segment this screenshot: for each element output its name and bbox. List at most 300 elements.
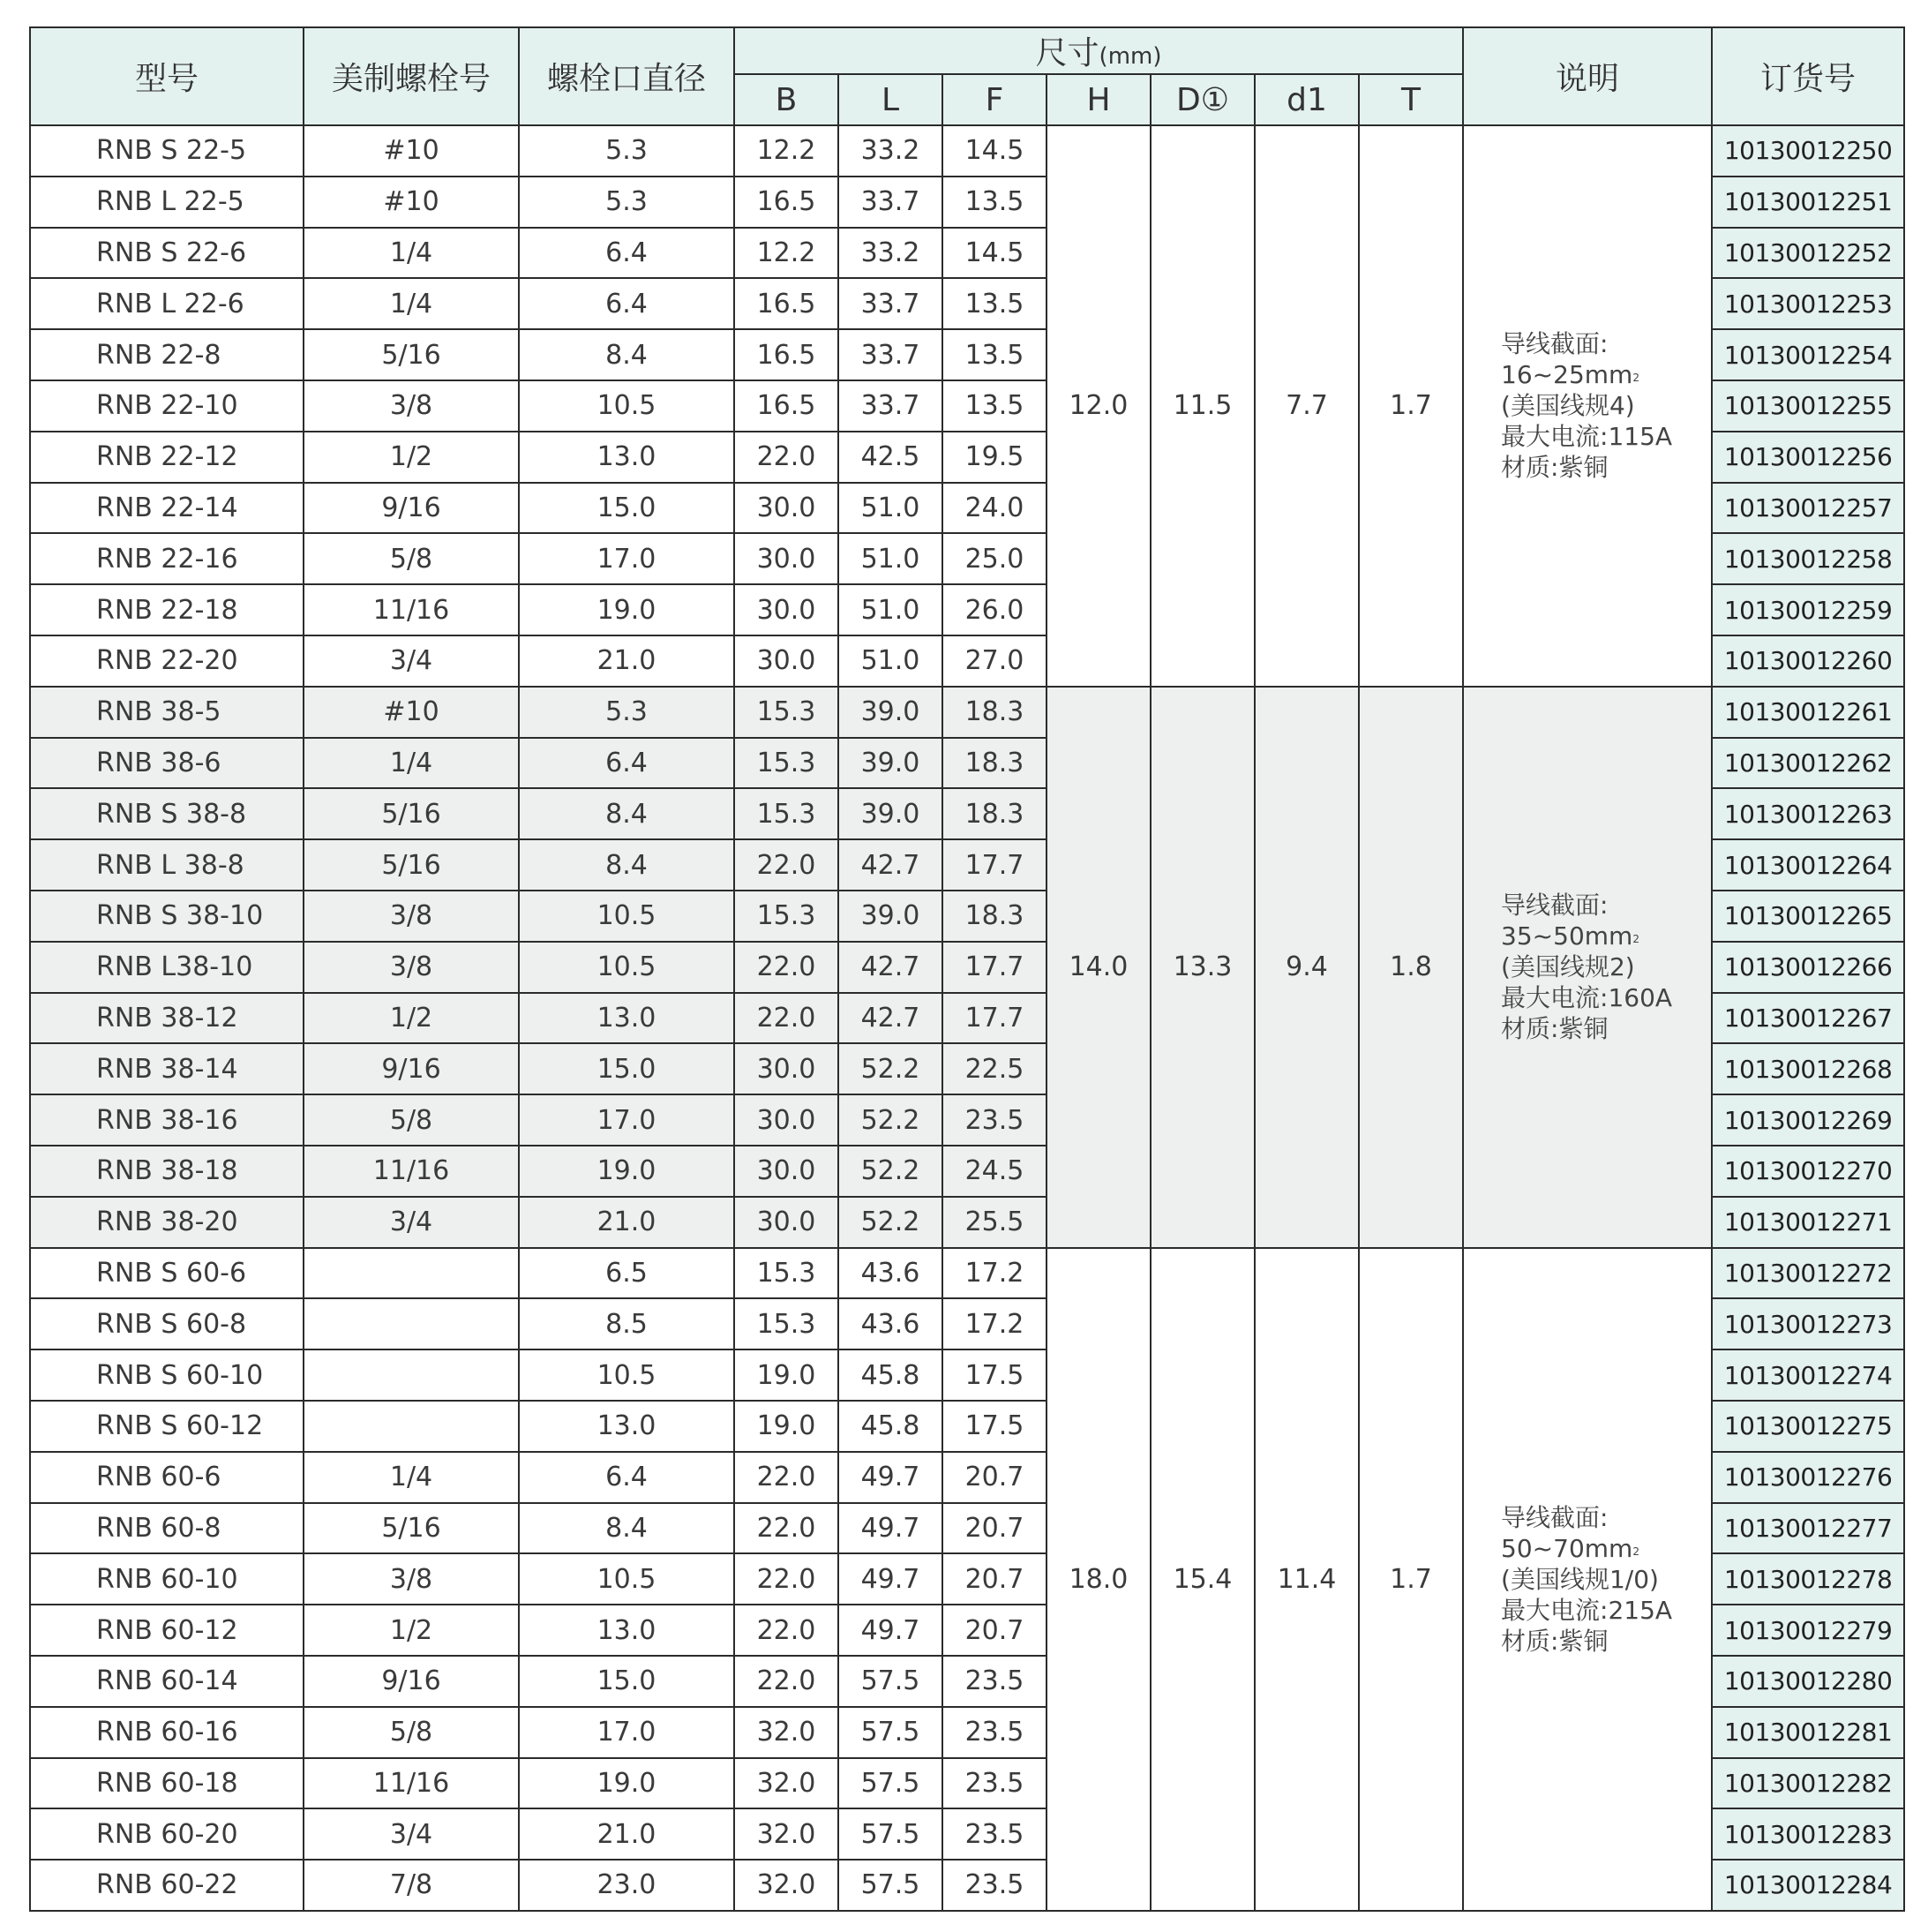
us-bolt-cell: 5/16 [304,1503,519,1554]
dim-D-cell: 15.4 [1151,1248,1255,1911]
dim-F-cell: 13.5 [942,380,1047,432]
model-cell: RNB 60-14 [30,1656,304,1707]
bolt-diameter-cell: 5.3 [519,687,734,738]
dim-F-cell: 17.7 [942,993,1047,1044]
model-cell: RNB 60-18 [30,1758,304,1809]
dim-d1-cell: 11.4 [1255,1248,1359,1911]
dim-T-cell: 1.8 [1359,687,1463,1248]
dim-L-cell: 52.2 [838,1197,942,1248]
section-sup: 2 [1632,933,1639,946]
dim-F-cell: 25.0 [942,533,1047,584]
dim-F-cell: 23.5 [942,1656,1047,1707]
header-d1: d1 [1255,74,1359,125]
dim-F-cell: 23.5 [942,1707,1047,1758]
header-dimensions-label: 尺寸 [1035,35,1099,71]
dim-L-cell: 51.0 [838,635,942,687]
order-number-cell: 10130012259 [1712,584,1904,635]
model-cell: RNB 60-22 [30,1860,304,1911]
order-number-cell: 10130012262 [1712,738,1904,789]
order-number-cell: 10130012280 [1712,1656,1904,1707]
us-bolt-cell: 1/4 [304,1452,519,1503]
section-value: 16~25mm [1501,360,1633,390]
us-bolt-cell: 3/4 [304,1197,519,1248]
dim-F-cell: 17.7 [942,942,1047,993]
order-number-cell: 10130012264 [1712,839,1904,891]
us-bolt-cell: 3/8 [304,891,519,942]
order-number-cell: 10130012255 [1712,380,1904,432]
us-bolt-cell: 5/16 [304,788,519,839]
us-bolt-cell: 1/4 [304,738,519,789]
dim-B-cell: 32.0 [734,1707,838,1758]
model-cell: RNB 22-14 [30,483,304,534]
dim-L-cell: 39.0 [838,788,942,839]
dim-L-cell: 33.7 [838,278,942,329]
us-bolt-cell: 1/2 [304,1605,519,1656]
dim-T-cell: 1.7 [1359,125,1463,687]
dim-B-cell: 15.3 [734,738,838,789]
us-bolt-cell: 5/8 [304,1094,519,1146]
dim-B-cell: 16.5 [734,278,838,329]
dim-F-cell: 17.5 [942,1349,1047,1401]
dim-B-cell: 12.2 [734,228,838,279]
us-bolt-cell: 5/8 [304,533,519,584]
dim-L-cell: 52.2 [838,1146,942,1197]
dim-B-cell: 15.3 [734,687,838,738]
order-number-cell: 10130012274 [1712,1349,1904,1401]
us-bolt-cell: 5/16 [304,839,519,891]
bolt-diameter-cell: 21.0 [519,635,734,687]
bolt-diameter-cell: 5.3 [519,125,734,177]
model-cell: RNB L 22-6 [30,278,304,329]
wire-gauge: (美国线规2) [1501,952,1635,982]
material: 材质:紫铜 [1501,1014,1609,1044]
dim-F-cell: 17.2 [942,1248,1047,1299]
model-cell: RNB S 60-8 [30,1298,304,1349]
us-bolt-cell: 3/8 [304,380,519,432]
dim-L-cell: 42.7 [838,839,942,891]
bolt-diameter-cell: 5.3 [519,177,734,228]
bolt-diameter-cell: 13.0 [519,1605,734,1656]
bolt-diameter-cell: 10.5 [519,1349,734,1401]
dim-B-cell: 30.0 [734,1146,838,1197]
order-number-cell: 10130012257 [1712,483,1904,534]
dim-F-cell: 19.5 [942,432,1047,483]
dim-F-cell: 25.5 [942,1197,1047,1248]
dim-B-cell: 22.0 [734,993,838,1044]
dim-F-cell: 23.5 [942,1860,1047,1911]
dim-L-cell: 45.8 [838,1349,942,1401]
section-value: 35~50mm [1501,921,1633,951]
model-cell: RNB S 38-10 [30,891,304,942]
bolt-diameter-cell: 21.0 [519,1197,734,1248]
header-order-no: 订货号 [1712,27,1904,125]
dim-L-cell: 49.7 [838,1503,942,1554]
order-number-cell: 10130012250 [1712,125,1904,177]
dim-L-cell: 52.2 [838,1094,942,1146]
model-cell: RNB 38-14 [30,1043,304,1094]
order-number-cell: 10130012275 [1712,1401,1904,1452]
wire-gauge: (美国线规4) [1501,391,1635,421]
order-number-cell: 10130012251 [1712,177,1904,228]
header-B: B [734,74,838,125]
model-cell: RNB L38-10 [30,942,304,993]
dim-L-cell: 42.5 [838,432,942,483]
bolt-diameter-cell: 10.5 [519,1553,734,1605]
dim-L-cell: 49.7 [838,1553,942,1605]
dim-B-cell: 22.0 [734,1656,838,1707]
us-bolt-cell: 1/4 [304,228,519,279]
dim-B-cell: 30.0 [734,1094,838,1146]
max-current: 最大电流:215A [1501,1595,1673,1625]
model-cell: RNB S 60-6 [30,1248,304,1299]
us-bolt-cell: 11/16 [304,584,519,635]
header-H: H [1047,74,1151,125]
dim-d1-cell: 7.7 [1255,125,1359,687]
dim-B-cell: 22.0 [734,839,838,891]
dim-B-cell: 32.0 [734,1808,838,1860]
order-number-cell: 10130012281 [1712,1707,1904,1758]
order-number-cell: 10130012267 [1712,993,1904,1044]
order-number-cell: 10130012282 [1712,1758,1904,1809]
material: 材质:紫铜 [1501,453,1609,483]
model-cell: RNB 22-16 [30,533,304,584]
model-cell: RNB S 22-5 [30,125,304,177]
bolt-diameter-cell: 10.5 [519,891,734,942]
us-bolt-cell: 9/16 [304,1656,519,1707]
us-bolt-cell: 3/4 [304,1808,519,1860]
dim-L-cell: 33.2 [838,228,942,279]
order-number-cell: 10130012265 [1712,891,1904,942]
bolt-diameter-cell: 6.4 [519,1452,734,1503]
order-number-cell: 10130012284 [1712,1860,1904,1911]
model-cell: RNB S 60-10 [30,1349,304,1401]
header-D: D① [1151,74,1255,125]
model-cell: RNB S 60-12 [30,1401,304,1452]
model-cell: RNB 38-20 [30,1197,304,1248]
us-bolt-cell: 3/4 [304,635,519,687]
us-bolt-cell: #10 [304,125,519,177]
bolt-diameter-cell: 10.5 [519,380,734,432]
bolt-diameter-cell: 15.0 [519,483,734,534]
dim-F-cell: 18.3 [942,891,1047,942]
bolt-diameter-cell: 19.0 [519,1758,734,1809]
table-row [30,687,1904,738]
dim-L-cell: 39.0 [838,891,942,942]
bolt-diameter-cell: 8.4 [519,329,734,380]
dim-F-cell: 24.5 [942,1146,1047,1197]
us-bolt-cell [304,1349,519,1401]
dim-F-cell: 18.3 [942,788,1047,839]
bolt-diameter-cell: 6.5 [519,1248,734,1299]
dim-F-cell: 20.7 [942,1503,1047,1554]
dim-L-cell: 57.5 [838,1808,942,1860]
dim-L-cell: 45.8 [838,1401,942,1452]
dim-L-cell: 33.7 [838,177,942,228]
us-bolt-cell: 1/2 [304,993,519,1044]
order-number-cell: 10130012263 [1712,788,1904,839]
dim-B-cell: 30.0 [734,1197,838,1248]
section-label: 导线截面: [1501,329,1609,359]
dim-F-cell: 13.5 [942,177,1047,228]
dim-B-cell: 15.3 [734,891,838,942]
model-cell: RNB 22-20 [30,635,304,687]
dim-B-cell: 22.0 [734,1553,838,1605]
dim-B-cell: 30.0 [734,533,838,584]
us-bolt-cell: #10 [304,177,519,228]
material: 材质:紫铜 [1501,1626,1609,1656]
dim-B-cell: 19.0 [734,1401,838,1452]
section-sup: 2 [1632,372,1639,385]
dim-L-cell: 49.7 [838,1452,942,1503]
section-value-line [1501,921,1711,951]
model-cell: RNB 22-12 [30,432,304,483]
bolt-diameter-cell: 23.0 [519,1860,734,1911]
dim-B-cell: 30.0 [734,483,838,534]
order-number-cell: 10130012273 [1712,1298,1904,1349]
description-cell [1463,125,1712,687]
wire-gauge: (美国线规1/0) [1501,1564,1659,1594]
dim-L-cell: 33.7 [838,329,942,380]
dim-F-cell: 14.5 [942,125,1047,177]
bolt-diameter-cell: 21.0 [519,1808,734,1860]
dim-L-cell: 57.5 [838,1860,942,1911]
order-number-cell: 10130012252 [1712,228,1904,279]
dim-L-cell: 42.7 [838,993,942,1044]
dim-d1-cell: 9.4 [1255,687,1359,1248]
model-cell: RNB 60-16 [30,1707,304,1758]
bolt-diameter-cell: 15.0 [519,1043,734,1094]
bolt-diameter-cell: 10.5 [519,942,734,993]
us-bolt-cell: 5/8 [304,1707,519,1758]
us-bolt-cell [304,1401,519,1452]
dim-L-cell: 51.0 [838,483,942,534]
dim-B-cell: 30.0 [734,1043,838,1094]
header-bolt-diameter: 螺栓口直径 [519,27,734,125]
dim-B-cell: 19.0 [734,1349,838,1401]
header-model: 型号 [30,27,304,125]
dim-L-cell: 39.0 [838,687,942,738]
dim-B-cell: 30.0 [734,635,838,687]
dim-L-cell: 33.2 [838,125,942,177]
model-cell: RNB 38-6 [30,738,304,789]
order-number-cell: 10130012279 [1712,1605,1904,1656]
us-bolt-cell: 9/16 [304,483,519,534]
dim-B-cell: 15.3 [734,788,838,839]
dim-B-cell: 22.0 [734,432,838,483]
order-number-cell: 10130012256 [1712,432,1904,483]
dim-F-cell: 20.7 [942,1553,1047,1605]
header-T: T [1359,74,1463,125]
dim-L-cell: 51.0 [838,584,942,635]
order-number-cell: 10130012266 [1712,942,1904,993]
us-bolt-cell: 5/16 [304,329,519,380]
dim-T-cell: 1.7 [1359,1248,1463,1911]
section-value-line [1501,359,1711,390]
bolt-diameter-cell: 19.0 [519,584,734,635]
order-number-cell: 10130012270 [1712,1146,1904,1197]
order-number-cell: 10130012261 [1712,687,1904,738]
bolt-diameter-cell: 13.0 [519,1401,734,1452]
dim-B-cell: 22.0 [734,1503,838,1554]
section-value-line [1501,1533,1711,1564]
dim-F-cell: 23.5 [942,1758,1047,1809]
header-F: F [942,74,1047,125]
dim-L-cell: 39.0 [838,738,942,789]
header-us-bolt: 美制螺栓号 [304,27,519,125]
spec-table [29,26,1905,1912]
model-cell: RNB 38-12 [30,993,304,1044]
model-cell: RNB 38-18 [30,1146,304,1197]
dim-L-cell: 57.5 [838,1656,942,1707]
table-row [30,125,1904,177]
us-bolt-cell: 3/8 [304,1553,519,1605]
model-cell: RNB 22-10 [30,380,304,432]
model-cell: RNB 60-8 [30,1503,304,1554]
us-bolt-cell [304,1298,519,1349]
bolt-diameter-cell: 8.5 [519,1298,734,1349]
model-cell: RNB 60-10 [30,1553,304,1605]
bolt-diameter-cell: 8.4 [519,1503,734,1554]
order-number-cell: 10130012268 [1712,1043,1904,1094]
dim-L-cell: 43.6 [838,1248,942,1299]
dim-B-cell: 15.3 [734,1248,838,1299]
bolt-diameter-cell: 13.0 [519,993,734,1044]
dim-F-cell: 17.5 [942,1401,1047,1452]
model-cell: RNB 22-8 [30,329,304,380]
dim-H-cell: 14.0 [1047,687,1151,1248]
dim-L-cell: 57.5 [838,1707,942,1758]
dim-B-cell: 15.3 [734,1298,838,1349]
table-body [30,125,1904,1911]
table-row [30,1248,1904,1299]
dim-B-cell: 16.5 [734,380,838,432]
order-number-cell: 10130012269 [1712,1094,1904,1146]
dim-B-cell: 30.0 [734,584,838,635]
bolt-diameter-cell: 6.4 [519,228,734,279]
model-cell: RNB 60-20 [30,1808,304,1860]
model-cell: RNB 60-12 [30,1605,304,1656]
model-cell: RNB 38-16 [30,1094,304,1146]
order-number-cell: 10130012260 [1712,635,1904,687]
us-bolt-cell: #10 [304,687,519,738]
order-number-cell: 10130012254 [1712,329,1904,380]
dim-B-cell: 22.0 [734,942,838,993]
model-cell: RNB 22-18 [30,584,304,635]
dim-H-cell: 12.0 [1047,125,1151,687]
order-number-cell: 10130012271 [1712,1197,1904,1248]
dim-B-cell: 32.0 [734,1860,838,1911]
bolt-diameter-cell: 17.0 [519,1094,734,1146]
dim-B-cell: 16.5 [734,177,838,228]
dim-D-cell: 11.5 [1151,125,1255,687]
dim-B-cell: 32.0 [734,1758,838,1809]
dim-F-cell: 22.5 [942,1043,1047,1094]
dim-F-cell: 14.5 [942,228,1047,279]
max-current: 最大电流:160A [1501,983,1673,1013]
dim-H-cell: 18.0 [1047,1248,1151,1911]
model-cell: RNB S 38-8 [30,788,304,839]
dim-F-cell: 27.0 [942,635,1047,687]
us-bolt-cell: 7/8 [304,1860,519,1911]
dim-B-cell: 22.0 [734,1605,838,1656]
order-number-cell: 10130012276 [1712,1452,1904,1503]
dim-F-cell: 26.0 [942,584,1047,635]
dim-L-cell: 42.7 [838,942,942,993]
order-number-cell: 10130012277 [1712,1503,1904,1554]
header-L: L [838,74,942,125]
dim-L-cell: 49.7 [838,1605,942,1656]
dim-F-cell: 17.2 [942,1298,1047,1349]
us-bolt-cell: 1/2 [304,432,519,483]
bolt-diameter-cell: 8.4 [519,839,734,891]
bolt-diameter-cell: 6.4 [519,738,734,789]
dim-F-cell: 20.7 [942,1605,1047,1656]
dim-D-cell: 13.3 [1151,687,1255,1248]
us-bolt-cell [304,1248,519,1299]
section-label: 导线截面: [1501,891,1609,921]
dim-B-cell: 12.2 [734,125,838,177]
dim-L-cell: 43.6 [838,1298,942,1349]
order-number-cell: 10130012258 [1712,533,1904,584]
bolt-diameter-cell: 15.0 [519,1656,734,1707]
header-dimensions [734,27,1463,74]
dim-L-cell: 52.2 [838,1043,942,1094]
dim-F-cell: 20.7 [942,1452,1047,1503]
us-bolt-cell: 11/16 [304,1146,519,1197]
section-value: 50~70mm [1501,1533,1633,1563]
us-bolt-cell: 1/4 [304,278,519,329]
bolt-diameter-cell: 17.0 [519,1707,734,1758]
dim-B-cell: 22.0 [734,1452,838,1503]
dim-F-cell: 13.5 [942,329,1047,380]
dim-L-cell: 57.5 [838,1758,942,1809]
order-number-cell: 10130012272 [1712,1248,1904,1299]
us-bolt-cell: 11/16 [304,1758,519,1809]
dim-F-cell: 13.5 [942,278,1047,329]
bolt-diameter-cell: 19.0 [519,1146,734,1197]
table-header [30,27,1904,125]
us-bolt-cell: 3/8 [304,942,519,993]
dim-L-cell: 51.0 [838,533,942,584]
order-number-cell: 10130012253 [1712,278,1904,329]
order-number-cell: 10130012283 [1712,1808,1904,1860]
dim-F-cell: 18.3 [942,738,1047,789]
order-number-cell: 10130012278 [1712,1553,1904,1605]
dim-L-cell: 33.7 [838,380,942,432]
bolt-diameter-cell: 13.0 [519,432,734,483]
bolt-diameter-cell: 6.4 [519,278,734,329]
dim-F-cell: 23.5 [942,1094,1047,1146]
model-cell: RNB 60-6 [30,1452,304,1503]
model-cell: RNB L 38-8 [30,839,304,891]
us-bolt-cell: 9/16 [304,1043,519,1094]
model-cell: RNB S 22-6 [30,228,304,279]
header-description: 说明 [1463,27,1712,125]
description-cell [1463,687,1712,1248]
section-label: 导线截面: [1501,1502,1609,1532]
header-dimensions-unit: (mm) [1099,43,1162,70]
dim-F-cell: 23.5 [942,1808,1047,1860]
description-cell [1463,1248,1712,1911]
bolt-diameter-cell: 8.4 [519,788,734,839]
max-current: 最大电流:115A [1501,422,1673,452]
dim-B-cell: 16.5 [734,329,838,380]
dim-F-cell: 24.0 [942,483,1047,534]
dim-F-cell: 17.7 [942,839,1047,891]
model-cell: RNB 38-5 [30,687,304,738]
dim-F-cell: 18.3 [942,687,1047,738]
model-cell: RNB L 22-5 [30,177,304,228]
